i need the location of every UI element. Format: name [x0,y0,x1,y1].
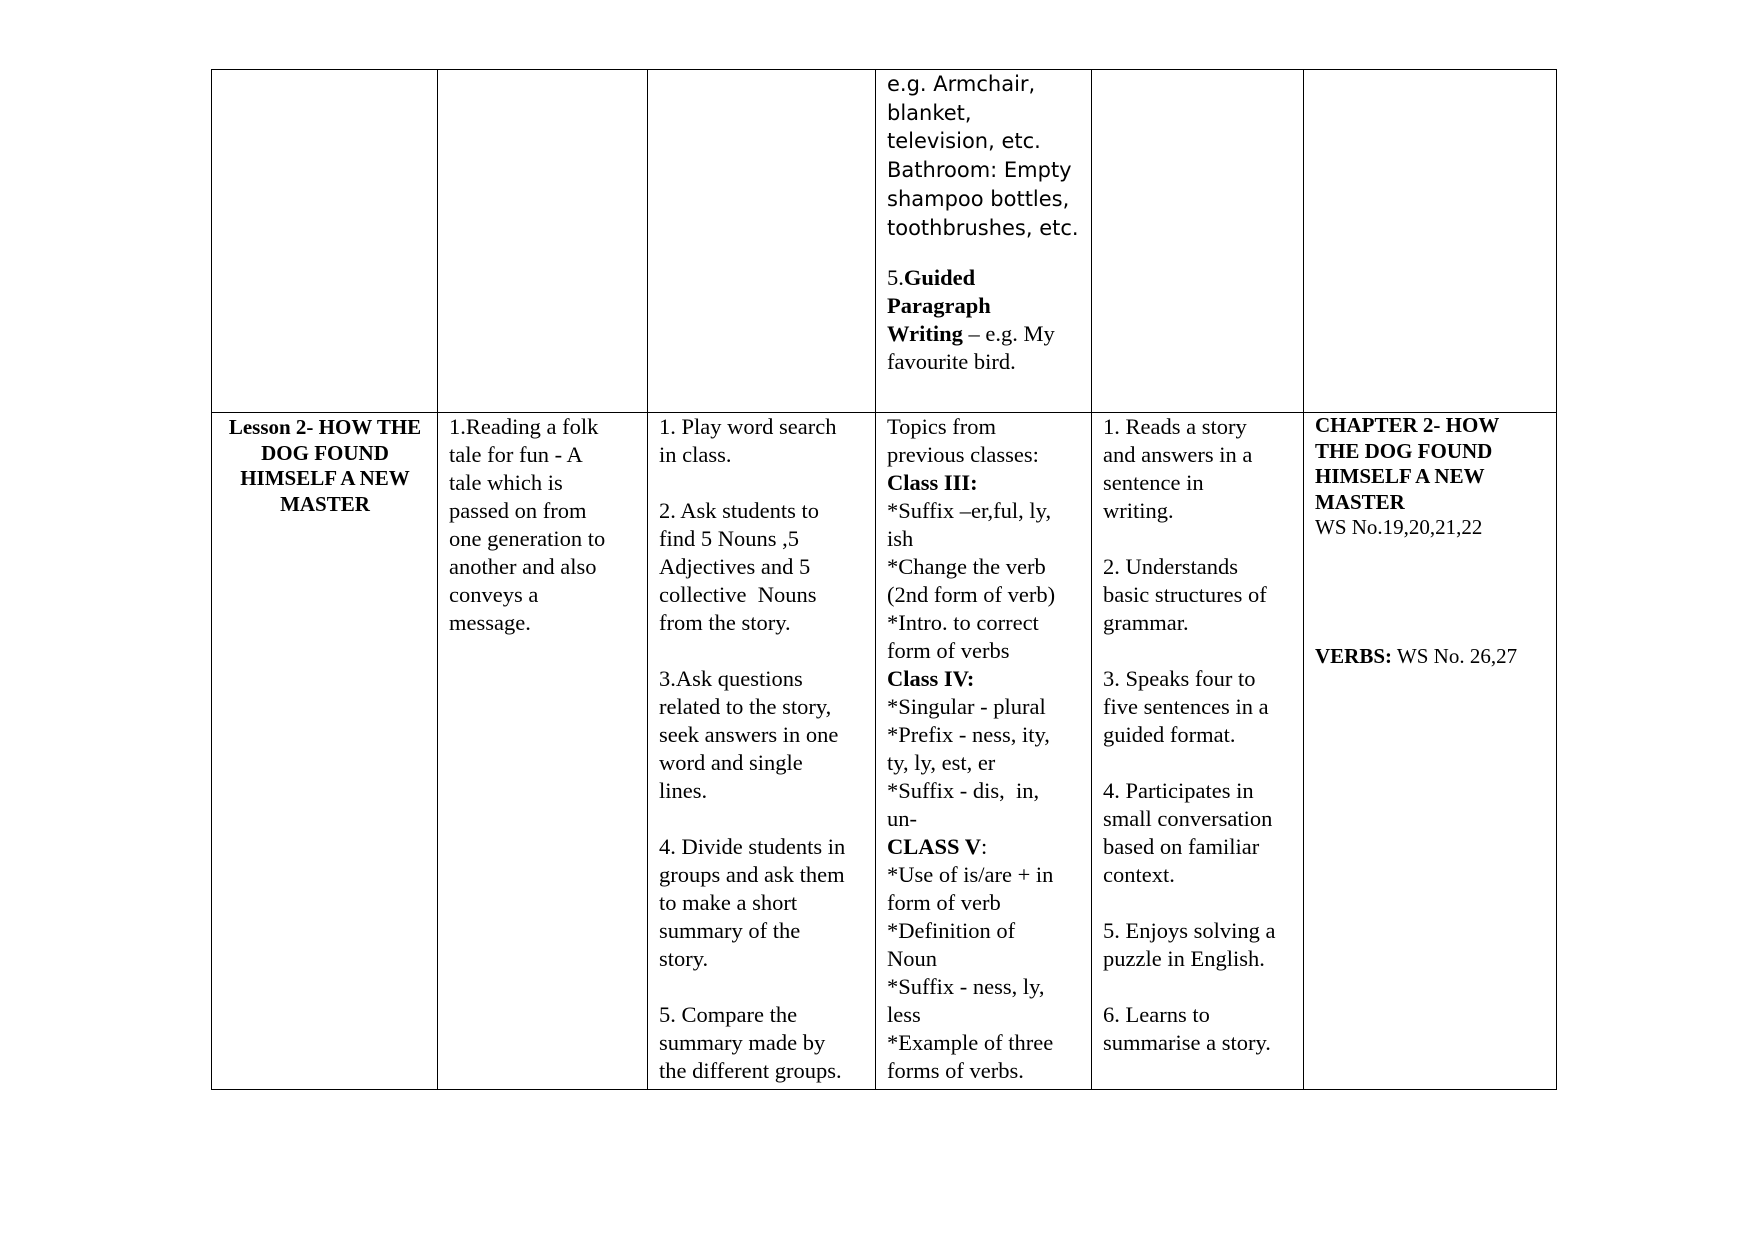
outcome-item: 1. Reads a story and answers in a sentence in writing. [1103,414,1253,523]
table-row [212,70,1557,413]
lesson-plan-table [211,69,1557,1090]
example-line: Bathroom: Empty [887,158,1072,183]
chapter-worksheets: WS No.19,20,21,22 [1315,515,1483,539]
class-3-heading: Class III: [887,470,978,495]
example-line: shampoo bottles, [887,186,1070,211]
activity-item: 3.Ask questions related to the story, seek answers in one word and single lines. [659,666,839,803]
class-4-heading: Class IV: [887,666,975,691]
cell-resources [1304,413,1557,1090]
cell-outcomes [1092,413,1304,1090]
cell-empty [1304,70,1557,413]
cell-grammar: Topics from previous classes: Class III: *Suffix –er,ful, ly, ish *Change the verb (2nd form of verb) *Intro. to correct form of verbs Class IV: *Singular - plural *Prefix - ness, ity, ty, ly, est, er *Suffix - dis, in, un- CLASS V: *Use of is/are + in form of verb *Definition of Noun *Suffix - ness, ly, less *Example of three forms of verbs. [876,413,1092,1090]
table-row [212,413,1557,1090]
lesson-title: Lesson 2- HOW THE DOG FOUND HIMSELF A NEW MASTER [228,415,422,516]
guided-heading: Guided [903,265,976,291]
class-5-heading: CLASS V [887,834,981,859]
verbs-worksheets: VERBS: WS No. 26,27 [1315,643,1518,668]
cell-activities [648,413,876,1090]
guided-paragraph-item: 5.Guided Paragraph Writing – e.g. My favourite bird. [887,265,1055,375]
activity-item: 2. Ask students to find 5 Nouns ,5 Adjectives and 5 collective Nouns from the story. [659,498,820,635]
activity-item: 4. Divide students in groups and ask them to make a short summary of the story. [659,834,846,971]
outcome-item: 3. Speaks four to five sentences in a guided format. [1103,666,1269,747]
example-line: toothbrushes, etc. [887,215,1079,240]
cell-empty [1092,70,1304,413]
cell-grammar-continued [876,70,1092,413]
examples-list [887,70,1081,242]
cell-empty [438,70,648,413]
chapter-title: CHAPTER 2- HOW THE DOG FOUND HIMSELF A NEW MASTER [1315,413,1499,514]
example-line: blanket, [887,100,972,125]
activity-item: 1. Play word search in class. [659,414,837,467]
outcome-item: 5. Enjoys solving a puzzle in English. [1103,918,1276,971]
activity-item: 5. Compare the summary made by the different groups. [659,1002,842,1083]
outcome-item: 6. Learns to summarise a story. [1103,1002,1271,1055]
cell-empty [212,70,438,413]
cell-objective: 1.Reading a folk tale for fun - A tale which is passed on from one generation to another and also conveys a message. [438,413,648,1090]
cell-empty [648,70,876,413]
outcome-item: 2. Understands basic structures of grammar. [1103,554,1267,635]
cell-lesson [212,413,438,1090]
outcome-item: 4. Participates in small conversation based on familiar context. [1103,778,1273,887]
example-line: television, etc. [887,129,1041,154]
example-line: e.g. Armchair, [887,72,1036,96]
